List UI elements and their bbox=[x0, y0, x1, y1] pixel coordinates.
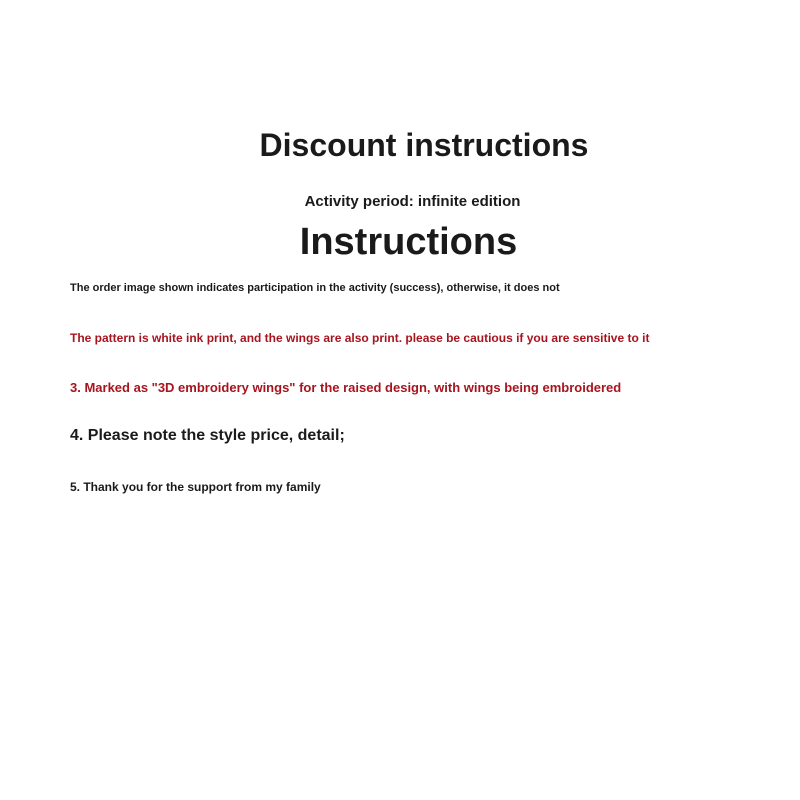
page-title: Discount instructions bbox=[259, 127, 589, 163]
note-participation: The order image shown indicates participation in the activity (success), otherwise, it does not bbox=[70, 282, 560, 294]
note-white-ink-print: The pattern is white ink print, and the wings are also print. please be cautious if you are sensitive to it bbox=[70, 331, 650, 345]
activity-period: Activity period: infinite edition bbox=[304, 193, 521, 210]
instructions-heading: Instructions bbox=[299, 221, 518, 263]
note-style-price: 4. Please note the style price, detail; bbox=[70, 427, 345, 444]
note-thank-you: 5. Thank you for the support from my family bbox=[70, 480, 321, 494]
note-embroidery-wings: 3. Marked as "3D embroidery wings" for the raised design, with wings being embroidered bbox=[70, 380, 622, 395]
